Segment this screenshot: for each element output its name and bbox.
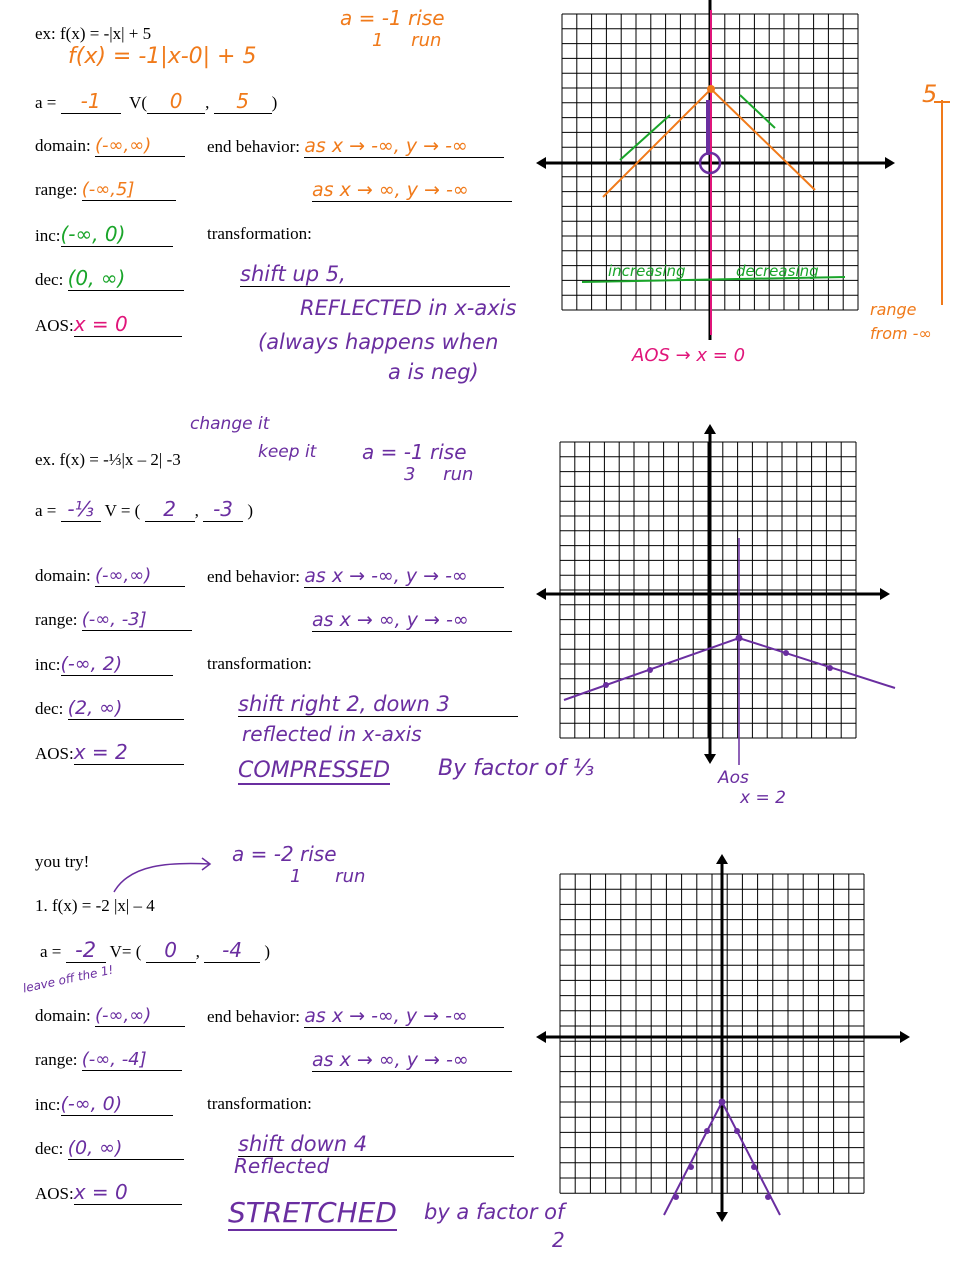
ex2-hw-keep: keep it — [258, 442, 317, 462]
ex3-hw-a-run: 1 run — [290, 866, 366, 887]
ex2-hw-a-rise: a = -1 rise — [362, 440, 467, 464]
ex3-v-close: ) — [264, 942, 271, 961]
ex2-end1: as x → -∞, y → -∞ — [304, 565, 468, 587]
ex1-inc-label: inc: — [35, 226, 61, 245]
ex2-graph-aos2: x = 2 — [740, 788, 786, 808]
ex2-inc-label: inc: — [35, 655, 61, 674]
ex1-end1: as x → -∞, y → -∞ — [304, 135, 468, 157]
ex1-range-value: (-∞,5] — [81, 179, 135, 200]
ex3-v-y: -4 — [222, 938, 243, 962]
ex3-intro: you try! — [35, 852, 90, 871]
ex3-range-value: (-∞, -4] — [81, 1049, 147, 1070]
ex3-aos-label: AOS: — [35, 1184, 74, 1203]
ex3-graph — [540, 850, 910, 1230]
ex3-hw-leave: leave off the 1! — [21, 962, 115, 996]
ex3-end1: as x → -∞, y → -∞ — [304, 1005, 468, 1027]
ex3-inc-label: inc: — [35, 1095, 61, 1114]
ex2-range-value: (-∞, -3] — [81, 609, 147, 630]
ex1-a-value: -1 — [80, 89, 101, 113]
ex2-dec-label: dec: — [35, 699, 64, 718]
ex3-t3c: 2 — [552, 1228, 565, 1252]
ex3-equation: 1. f(x) = -2 |x| – 4 — [35, 896, 155, 915]
ex2-graph — [540, 420, 900, 770]
ex3-domain-value: (-∞,∞) — [94, 1005, 152, 1026]
ex3-t3: STRETCHED — [228, 1196, 397, 1229]
ex1-domain-value: (-∞,∞) — [94, 135, 152, 156]
ex2-t3: COMPRESSED — [238, 758, 391, 783]
ex2-t3b: By factor of ⅓ — [438, 756, 595, 781]
ex2-aos-value: x = 2 — [73, 740, 128, 764]
ex2-v-comma: , — [194, 501, 199, 520]
ex1-dec-label: dec: — [35, 270, 64, 289]
ex3-dec-value: (0, ∞) — [67, 1137, 123, 1159]
ex1-graph-increasing: increasing — [608, 262, 686, 280]
ex1-range-arrow — [930, 90, 960, 320]
ex1-t1: shift up 5, — [240, 262, 510, 287]
ex1-end-label: end behavior: — [207, 137, 300, 156]
ex3-domain-label: domain: — [35, 1006, 91, 1025]
ex2-hw-a-run: 3 run — [404, 464, 474, 485]
ex1-v-y: 5 — [236, 89, 249, 113]
ex1-hw-a-rise: a = -1 rise — [340, 6, 445, 30]
ex3-a-value: -2 — [75, 938, 97, 962]
ex1-range-label: range: — [35, 180, 78, 199]
ex1-t4: a is neg) — [388, 360, 479, 384]
ex2-v-x: 2 — [163, 497, 176, 521]
ex1-v-comma: , — [205, 93, 210, 112]
ex3-inc-value: (-∞, 0) — [60, 1093, 123, 1115]
ex1-aos-value: x = 0 — [73, 312, 128, 336]
ex3-a-label: a = — [40, 942, 62, 961]
ex3-t3b: by a factor of — [424, 1200, 565, 1224]
ex1-domain-label: domain: — [35, 136, 91, 155]
ex1-graph — [540, 0, 900, 350]
ex3-dec-label: dec: — [35, 1139, 64, 1158]
ex1-hw-equation: f(x) = -1|x-0| + 5 — [68, 44, 257, 69]
ex2-t1: shift right 2, down 3 — [238, 692, 518, 717]
ex1-graph-decreasing: decreasing — [736, 262, 819, 280]
ex2-end2: as x → ∞, y → -∞ — [312, 609, 469, 631]
ex2-v-label: V = ( — [104, 501, 141, 520]
ex3-end-label: end behavior: — [207, 1007, 300, 1026]
ex3-v-x: 0 — [164, 938, 177, 962]
ex3-hw-a-rise: a = -2 rise — [232, 842, 337, 866]
ex2-a-value: -⅓ — [67, 497, 94, 521]
ex1-dec-value: (0, ∞) — [67, 266, 126, 290]
ex2-t2: reflected in x-axis — [242, 722, 422, 746]
ex3-end2: as x → ∞, y → -∞ — [312, 1049, 469, 1071]
ex1-hw-a-run: 1 run — [372, 30, 442, 51]
ex1-aos-label: AOS: — [35, 316, 74, 335]
ex1-side-range2: from -∞ — [870, 324, 932, 343]
ex3-t1: shift down 4 — [238, 1132, 514, 1157]
ex2-equation: ex. f(x) = -⅓|x – 2| -3 — [35, 450, 181, 469]
ex1-v-label: V( — [129, 93, 148, 112]
ex1-end2: as x → ∞, y → -∞ — [312, 179, 469, 201]
ex1-v-x: 0 — [169, 89, 183, 113]
ex1-graph-aos: AOS → x = 0 — [632, 345, 746, 366]
ex1-v-close: ) — [271, 93, 278, 112]
ex3-t2: Reflected — [234, 1154, 330, 1178]
ex2-domain-value: (-∞,∞) — [94, 565, 152, 586]
ex2-inc-value: (-∞, 2) — [60, 653, 123, 675]
ex2-v-y: -3 — [213, 497, 234, 521]
ex1-side-5: 5 — [922, 80, 938, 108]
ex2-range-label: range: — [35, 610, 78, 629]
ex3-transform-label: transformation: — [207, 1094, 312, 1113]
ex2-end-label: end behavior: — [207, 567, 300, 586]
ex3-hw-arrow — [110, 856, 220, 896]
ex1-a-label: a = — [35, 93, 57, 112]
ex1-side-range1: range — [870, 300, 917, 319]
ex2-a-label: a = — [35, 501, 57, 520]
ex2-v-close: ) — [247, 501, 253, 520]
ex1-inc-value: (-∞, 0) — [60, 222, 126, 246]
ex2-hw-change: change it — [190, 414, 270, 434]
ex3-range-label: range: — [35, 1050, 78, 1069]
ex2-aos-label: AOS: — [35, 744, 74, 763]
ex3-aos-value: x = 0 — [73, 1180, 128, 1204]
ex2-domain-label: domain: — [35, 566, 91, 585]
ex2-graph-aos1: Aos — [718, 768, 749, 788]
ex2-transform-label: transformation: — [207, 654, 312, 673]
ex3-v-comma: , — [195, 942, 200, 961]
ex3-v-label: V= ( — [109, 942, 142, 961]
ex2-dec-value: (2, ∞) — [67, 697, 123, 719]
ex1-t3: (always happens when — [258, 330, 499, 354]
ex1-equation: ex: f(x) = -|x| + 5 — [35, 24, 152, 43]
ex1-t2: REFLECTED in x-axis — [300, 296, 517, 320]
ex1-transform-label: transformation: — [207, 224, 312, 243]
